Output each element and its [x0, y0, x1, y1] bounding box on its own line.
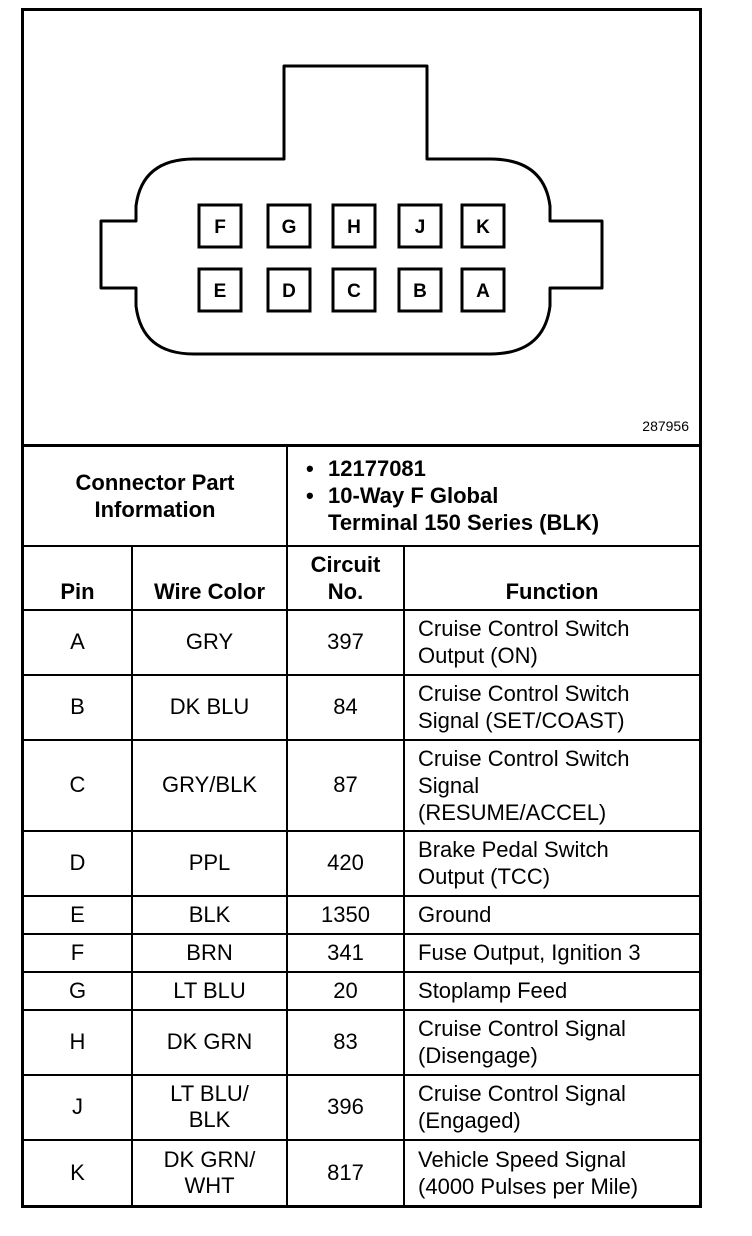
pin-row: [24, 896, 699, 934]
circuit-cell: [287, 831, 404, 896]
circuit-cell-text: 20: [333, 977, 358, 1003]
pin-label: J: [414, 217, 426, 238]
function-cell-text: Cruise Control Signal (Engaged): [418, 1081, 626, 1133]
wire-color-cell-text: BRN: [186, 939, 233, 965]
wire-color-cell-text: GRY/BLK: [162, 772, 257, 797]
pin-label: D: [282, 281, 296, 302]
function-cell: [404, 1010, 699, 1075]
pin-cell: [24, 610, 132, 675]
circuit-cell-text: 397: [327, 629, 364, 654]
function-cell-text: Cruise Control Switch Output (ON): [418, 616, 630, 668]
pin-label: A: [476, 281, 490, 302]
pin-cell: [24, 740, 132, 831]
connector-part-info-label: [24, 446, 287, 546]
pin-cavity-h: [333, 205, 375, 247]
circuit-cell: [287, 934, 404, 972]
connector-part-info-list: [287, 446, 699, 546]
function-cell: [404, 896, 699, 934]
wire-color-cell-text: DK BLU: [169, 694, 250, 719]
pin-cell: [24, 831, 132, 896]
wire-color-cell: [132, 1010, 287, 1075]
circuit-cell-text: 83: [333, 1029, 358, 1054]
function-cell-text: Cruise Control Switch Signal (RESUME/ACCEL): [418, 745, 630, 825]
pin-cavity-j: [399, 205, 441, 247]
pin-cavity-b: [399, 269, 441, 311]
pin-cavity-g: [268, 205, 310, 247]
pin-label: K: [476, 217, 490, 238]
wire-color-cell-text: DK GRN: [166, 1029, 253, 1054]
header-pin: [24, 546, 132, 610]
wire-color-cell-text: LT BLU: [173, 977, 246, 1003]
function-cell: [404, 675, 699, 740]
function-cell-text: Cruise Control Switch Signal (SET/COAST): [418, 681, 630, 733]
pin-label: G: [281, 217, 297, 238]
pin-cell-text: K: [70, 1159, 85, 1185]
pin-cell: [24, 675, 132, 740]
header-text: Circuit No.: [310, 551, 381, 604]
wire-color-cell-text: LT BLU/ BLK: [170, 1081, 249, 1132]
header-text: Wire Color: [153, 578, 266, 604]
pin-cell: [24, 934, 132, 972]
header-text: Pin: [60, 578, 95, 604]
circuit-cell: [287, 1075, 404, 1140]
info-label-text: Connector Part Information: [75, 469, 235, 522]
pin-row: [24, 1010, 699, 1075]
circuit-cell-text: 87: [333, 772, 358, 797]
wire-color-cell: [132, 1075, 287, 1140]
circuit-cell-text: 817: [327, 1159, 364, 1185]
pin-cell: [24, 972, 132, 1010]
wire-color-cell: [132, 1140, 287, 1205]
wire-color-cell: [132, 610, 287, 675]
connector-face-drawing: [24, 11, 699, 444]
function-cell: [404, 1140, 699, 1205]
pin-cavity-f: [199, 205, 241, 247]
wire-color-cell-text: DK GRN/ WHT: [163, 1146, 256, 1198]
pin-cavity-d: [268, 269, 310, 311]
function-cell-text: Vehicle Speed Signal (4000 Pulses per Mile): [418, 1146, 639, 1199]
wire-color-cell-text: GRY: [185, 629, 234, 654]
pin-cell: [24, 1010, 132, 1075]
pin-cell-text: D: [69, 850, 86, 875]
connector-sheet: [21, 8, 702, 1208]
pin-cell: [24, 1075, 132, 1140]
figure-number: 287956: [642, 418, 689, 434]
circuit-cell: [287, 972, 404, 1010]
header-function: [404, 546, 699, 610]
pin-row: [24, 610, 699, 675]
connector-diagram: [24, 11, 699, 444]
function-cell: [404, 1075, 699, 1140]
pin-row: [24, 972, 699, 1010]
pin-row-top: [199, 205, 504, 247]
function-cell-text: Fuse Output, Ignition 3: [418, 940, 641, 965]
pin-cell-text: J: [72, 1094, 83, 1119]
info-item-part-number: [328, 455, 699, 482]
function-cell: [404, 610, 699, 675]
info-row: [24, 446, 699, 546]
pin-cavity-c: [333, 269, 375, 311]
wire-color-cell: [132, 896, 287, 934]
function-cell: [404, 831, 699, 896]
header-circuit-no: [287, 546, 404, 610]
pin-cell-text: F: [70, 939, 85, 965]
pin-label: E: [213, 281, 227, 302]
pin-cell-text: A: [70, 629, 85, 654]
pin-cell: [24, 896, 132, 934]
function-cell-text: Cruise Control Signal (Disengage): [418, 1016, 626, 1068]
function-cell-text: Stoplamp Feed: [418, 978, 568, 1003]
circuit-cell-text: 420: [327, 850, 364, 875]
wire-color-cell: [132, 972, 287, 1010]
wire-color-cell-text: PPL: [188, 850, 231, 875]
function-cell: [404, 740, 699, 831]
circuit-cell: [287, 1140, 404, 1205]
info-item-terminal: [328, 482, 699, 536]
wire-color-cell: [132, 740, 287, 831]
circuit-cell: [287, 896, 404, 934]
pin-label: B: [413, 281, 427, 302]
pin-cell-text: H: [69, 1029, 86, 1054]
pin-cavity-a: [462, 269, 504, 311]
info-item-text: • 10-Way F Global Terminal 150 Series (BLK): [328, 483, 600, 536]
circuit-cell: [287, 1010, 404, 1075]
pin-cavity-k: [462, 205, 504, 247]
pin-label: H: [347, 217, 361, 238]
pin-cell-text: G: [68, 977, 87, 1003]
function-cell: [404, 934, 699, 972]
wire-color-cell-text: BLK: [188, 901, 231, 927]
pin-row: [24, 740, 699, 831]
header-row: [24, 546, 699, 610]
circuit-cell-text: 84: [333, 694, 358, 719]
pin-cell: [24, 1140, 132, 1205]
pin-cell-text: E: [70, 901, 85, 927]
pin-row: [24, 1140, 699, 1205]
pin-row: [24, 675, 699, 740]
wire-color-cell: [132, 831, 287, 896]
pin-row: [24, 1075, 699, 1140]
function-cell-text: Ground: [418, 902, 492, 927]
header-text: Function: [505, 578, 599, 604]
pin-row: [24, 934, 699, 972]
wire-color-cell: [132, 934, 287, 972]
pin-cell-text: B: [70, 694, 85, 719]
circuit-cell: [287, 740, 404, 831]
pin-cell-text: C: [69, 772, 86, 797]
connector-table: [24, 444, 699, 1205]
pin-row-bottom: [199, 269, 504, 311]
header-wire-color: [132, 546, 287, 610]
info-item-text: • 12177081: [328, 456, 426, 482]
function-cell-text: Brake Pedal Switch Output (TCC): [418, 837, 609, 889]
pin-label: C: [347, 281, 361, 302]
function-cell: [404, 972, 699, 1010]
circuit-cell-text: 341: [327, 939, 364, 965]
pin-cavity-e: [199, 269, 241, 311]
pin-label: F: [214, 217, 226, 238]
pin-row: [24, 831, 699, 896]
circuit-cell: [287, 675, 404, 740]
circuit-cell-text: 396: [327, 1094, 364, 1119]
circuit-cell-text: 1350: [321, 901, 370, 927]
wire-color-cell: [132, 675, 287, 740]
circuit-cell: [287, 610, 404, 675]
